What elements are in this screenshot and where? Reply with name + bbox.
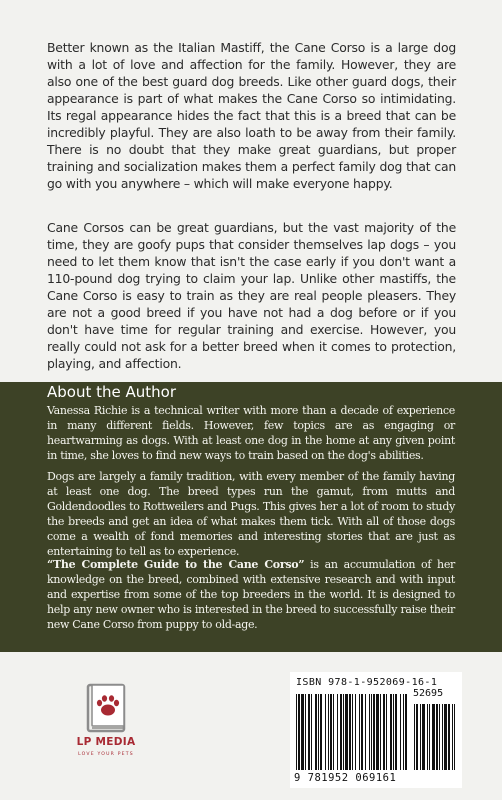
about-the-author-section: [0, 382, 502, 652]
about-author-heading: About the Author: [47, 383, 177, 401]
publisher-tagline: LOVE YOUR PETS: [78, 752, 134, 757]
publisher-logo: [67, 682, 145, 766]
barcode-bars: [296, 690, 460, 772]
blurb-section: [0, 0, 502, 382]
author-paragraph-1: Vanessa Richie is a technical writer with more than a decade of experience in many different fields. However, few topics are as engaging or heartwarming as dogs. With at least one dog in the home at any given point in time, she loves to find new ways to train based on the dog's abilities.: [47, 404, 455, 462]
book-paw-icon: [78, 682, 134, 736]
barcode-ean-digits: 9 781952 069161: [294, 772, 397, 784]
author-paragraph-3: [47, 557, 455, 632]
cover-footer: [0, 652, 502, 800]
author-paragraph-2: Dogs are largely a family tradition, with every member of the family having at least one dog. The breed types run the gamut, from mutts and Goldendoodles to Rottweilers and Pugs. This gives her a lot of room to study the breeds and get an idea of what makes them tick. With all of those dogs come a wealth of fond memories and interesting stories that are just as entertaining to tell as to experience.: [47, 470, 455, 558]
book-title: “The Complete Guide to the Cane Corso”: [47, 558, 305, 571]
barcode-addon-digits: 52695: [413, 688, 444, 699]
blurb-paragraph-1: Better known as the Italian Mastiff, the Cane Corso is a large dog with a lot of love and affection for the family. However, they are also one of the best guard dog breeds. Like other guard dogs, their appearance is part of what makes the Cane Corso so intimidating. Its regal appearance hides the fact that this is a breed that can be incredibly playful. They are also loath to be away from their family. There is no doubt that they make great guardians, but proper training and socialization makes them a perfect family dog that can go with you anywhere – which will make everyone happy.: [47, 40, 456, 191]
author-paragraph-3-text: is an accumulation of her knowledge on the breed, combined with extensive research and with input and expertise from some of the top breeders in the world. It is designed to help any new owner who is interested in the breed to successfully raise their new Cane Corso from puppy to old-age.: [47, 558, 455, 631]
blurb-paragraph-2: Cane Corsos can be great guardians, but the vast majority of the time, they are goofy pups that consider themselves lap dogs – you need to let them know that isn't the case early if you don't want a 110-pound dog trying to claim your lap. Unlike other mastiffs, the Cane Corso is easy to train as they are real people pleasers. They are not a good breed if you have not had a dog before or if you don't have time for regular training and exercise. However, you really could not ask for a better breed when it comes to protection, playing, and affection.: [47, 220, 456, 371]
publisher-name: LP MEDIA: [76, 736, 136, 748]
isbn-label: ISBN 978-1-952069-16-1: [296, 677, 438, 688]
isbn-barcode: [290, 672, 462, 788]
